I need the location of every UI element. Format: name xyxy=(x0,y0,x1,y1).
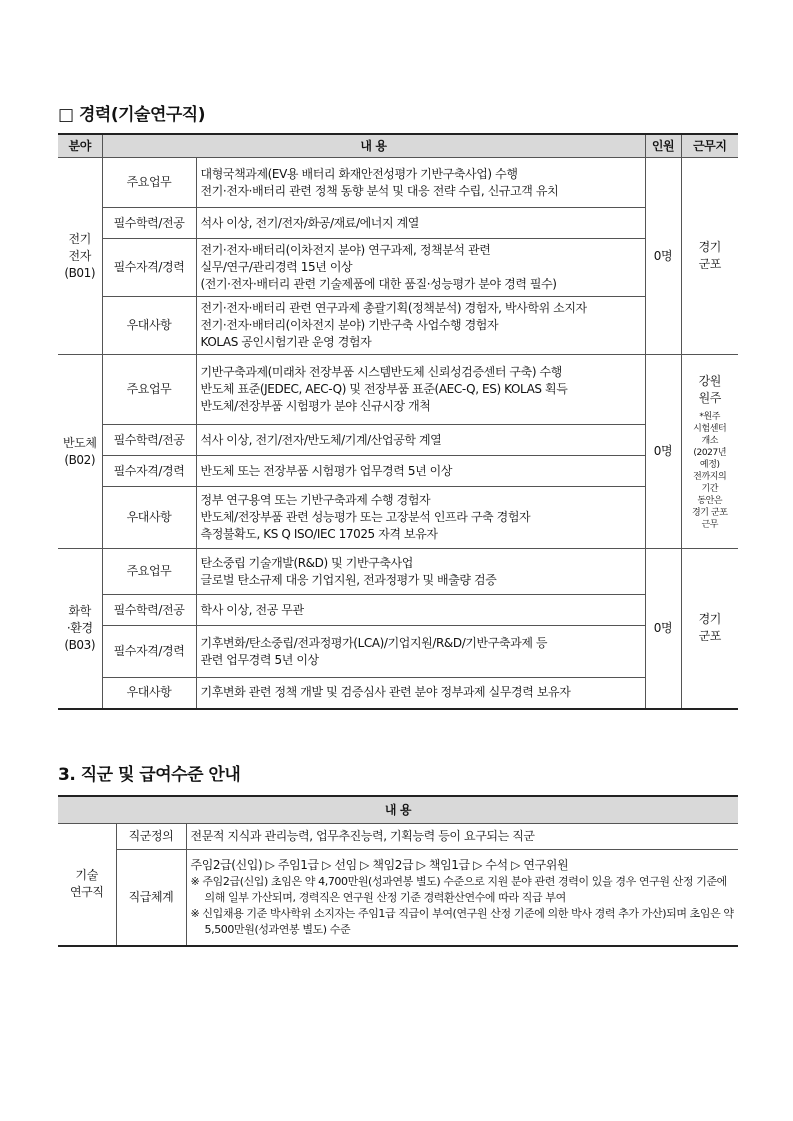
content-line: 학사 이상, 전공 무관 xyxy=(200,602,304,617)
content-line: 반도체/전장부품 관련 성능평가 또는 고장분석 인프라 구축 경험자 xyxy=(200,510,531,524)
field-name: 반도체 xyxy=(62,435,97,450)
location-note: *원주 시험센터 개소 (2027년 예정) 전까지의 기간 동안은 경기 군포 근무 xyxy=(691,411,728,530)
header-content: 내 용 xyxy=(102,134,645,158)
content-line: KOLAS 공인시험기관 운영 경험자 xyxy=(200,335,372,349)
content-line: 석사 이상, 전기/전자/반도체/기계/산업공학 계열 xyxy=(200,432,442,447)
field-name: 전기 xyxy=(68,231,91,246)
row-content xyxy=(196,595,645,626)
row-content xyxy=(196,626,645,678)
row-label: 주요업무 xyxy=(102,549,196,595)
header-count: 인원 xyxy=(645,134,681,158)
content-line: 전기·전자·배터리 관련 정책 동향 분석 및 대응 전략 수립, 신규고객 유치 xyxy=(200,183,559,198)
count-cell: 0명 xyxy=(645,549,681,709)
content-line: 기반구축과제(미래차 전장부품 시스템반도체 신뢰성검증센터 구축) 수행 xyxy=(200,365,562,379)
content-line: 기후변화 관련 정책 개발 및 검증심사 관련 분야 정부과제 실무경력 보유자 xyxy=(200,685,571,700)
salary-note: ※ 주임2급(신입) 초임은 약 4,700만원(성과연봉 별도) 수준으로 지원 분야 관련 경력이 있을 경우 연구원 산정 기준에 의해 일부 가산되며, 경력직은 연구원 산정 기준 경력환산연수에 따라 직급 부여 xyxy=(190,874,727,904)
location-cell xyxy=(681,549,738,709)
job-group-text: 기술 xyxy=(75,868,98,883)
content-line: 전기·전자·배터리 관련 연구과제 총괄기획(정책분석) 경험자, 박사학위 소지자 xyxy=(200,301,587,315)
row-label: 우대사항 xyxy=(102,678,196,709)
section-title-career: □ 경력(기술연구직) xyxy=(58,105,205,125)
row-content xyxy=(196,239,645,297)
row-content xyxy=(196,549,645,595)
salary-table xyxy=(58,795,738,947)
content-line: 대형국책과제(EV용 배터리 화재안전성평가 기반구축사업) 수행 xyxy=(200,166,518,181)
location-text: 군포 xyxy=(698,257,721,271)
rank-sequence: 주임2급(신입) ▷ 주임1급 ▷ 선임 ▷ 책임2급 ▷ 책임1급 ▷ 수석 ▷ 연구위원 xyxy=(190,857,569,872)
location-cell xyxy=(681,158,738,355)
content-line: 반도체 또는 전장부품 시험평가 업무경력 5년 이상 xyxy=(200,463,453,478)
header-location: 근무지 xyxy=(681,134,738,158)
row-label: 우대사항 xyxy=(102,487,196,549)
content-line: (전기·전자·배터리 관련 기술제품에 대한 품질·성능평가 분야 경력 필수) xyxy=(200,277,557,291)
content-line: 실무/연구/관리경력 15년 이상 xyxy=(200,260,353,274)
header-content: 내 용 xyxy=(58,796,738,824)
location-text: 경기 xyxy=(698,240,721,254)
field-code: (B02) xyxy=(64,452,96,467)
count-cell: 0명 xyxy=(645,158,681,355)
content-line: 전기·전자·배터리(이차전지 분야) 연구과제, 정책분석 관련 xyxy=(200,243,491,257)
definition-text: 전문적 지식과 관리능력, 업무추진능력, 기획능력 등이 요구되는 직군 xyxy=(186,824,738,850)
row-content xyxy=(196,678,645,709)
field-cell-b01 xyxy=(58,158,102,355)
salary-note: ※ 신입채용 기준 박사학위 소지자는 주임1급 직급이 부여(연구원 산정 기준에 의한 박사 경력 추가 가산)되며 초임은 약 5,500만원(성과연봉 별도) 수준 xyxy=(190,906,734,936)
row-content xyxy=(196,208,645,239)
row-content xyxy=(196,487,645,549)
count-cell: 0명 xyxy=(645,355,681,549)
content-line: 전기·전자·배터리(이차전지 분야) 기반구축 사업수행 경험자 xyxy=(200,318,499,332)
location-text: 경기 xyxy=(698,612,721,627)
section-title-salary: 3. 직군 및 급여수준 안내 xyxy=(58,765,241,785)
job-group-cell xyxy=(58,824,116,946)
location-text: 군포 xyxy=(698,629,721,644)
content-line: 글로벌 탄소규제 대응 기업지원, 전과정평가 및 배출량 검증 xyxy=(200,572,497,587)
field-name: 화학 xyxy=(68,603,91,618)
content-line: 측정불확도, KS Q ISO/IEC 17025 자격 보유자 xyxy=(200,527,438,541)
row-label: 필수자격/경력 xyxy=(102,626,196,678)
system-label: 직급체계 xyxy=(116,850,186,946)
system-content xyxy=(186,850,738,946)
job-group-text: 연구직 xyxy=(69,885,104,900)
row-label: 필수학력/전공 xyxy=(102,208,196,239)
career-table xyxy=(58,133,738,710)
field-code: (B01) xyxy=(64,265,96,280)
row-content xyxy=(196,425,645,456)
location-cell xyxy=(681,355,738,549)
content-line: 반도체/전장부품 시험평가 분야 신규시장 개척 xyxy=(200,399,431,413)
row-label: 필수학력/전공 xyxy=(102,595,196,626)
content-line: 정부 연구용역 또는 기반구축과제 수행 경험자 xyxy=(200,493,431,507)
row-content xyxy=(196,456,645,487)
row-label: 필수자격/경력 xyxy=(102,239,196,297)
row-label: 필수학력/전공 xyxy=(102,425,196,456)
content-line: 반도체 표준(JEDEC, AEC-Q) 및 전장부품 표준(AEC-Q, ES) KOLAS 획득 xyxy=(200,382,568,396)
row-label: 우대사항 xyxy=(102,297,196,355)
content-line: 기후변화/탄소중립/전과정평가(LCA)/기업지원/R&D/기반구축과제 등 xyxy=(200,635,548,650)
field-name: ·환경 xyxy=(66,620,93,635)
row-label: 주요업무 xyxy=(102,158,196,208)
field-cell-b02 xyxy=(58,355,102,549)
content-line: 탄소중립 기술개발(R&D) 및 기반구축사업 xyxy=(200,555,413,570)
header-field: 분야 xyxy=(58,134,102,158)
location-text: 원주 xyxy=(698,390,721,405)
row-content xyxy=(196,158,645,208)
field-code: (B03) xyxy=(64,637,96,652)
row-content xyxy=(196,355,645,425)
content-line: 석사 이상, 전기/전자/화공/재료/에너지 계열 xyxy=(200,215,419,230)
row-label: 필수자격/경력 xyxy=(102,456,196,487)
field-name: 전자 xyxy=(68,248,91,263)
location-text: 강원 xyxy=(698,373,721,388)
content-line: 관련 업무경력 5년 이상 xyxy=(200,652,319,667)
field-cell-b03 xyxy=(58,549,102,709)
row-content xyxy=(196,297,645,355)
definition-label: 직군정의 xyxy=(116,824,186,850)
row-label: 주요업무 xyxy=(102,355,196,425)
